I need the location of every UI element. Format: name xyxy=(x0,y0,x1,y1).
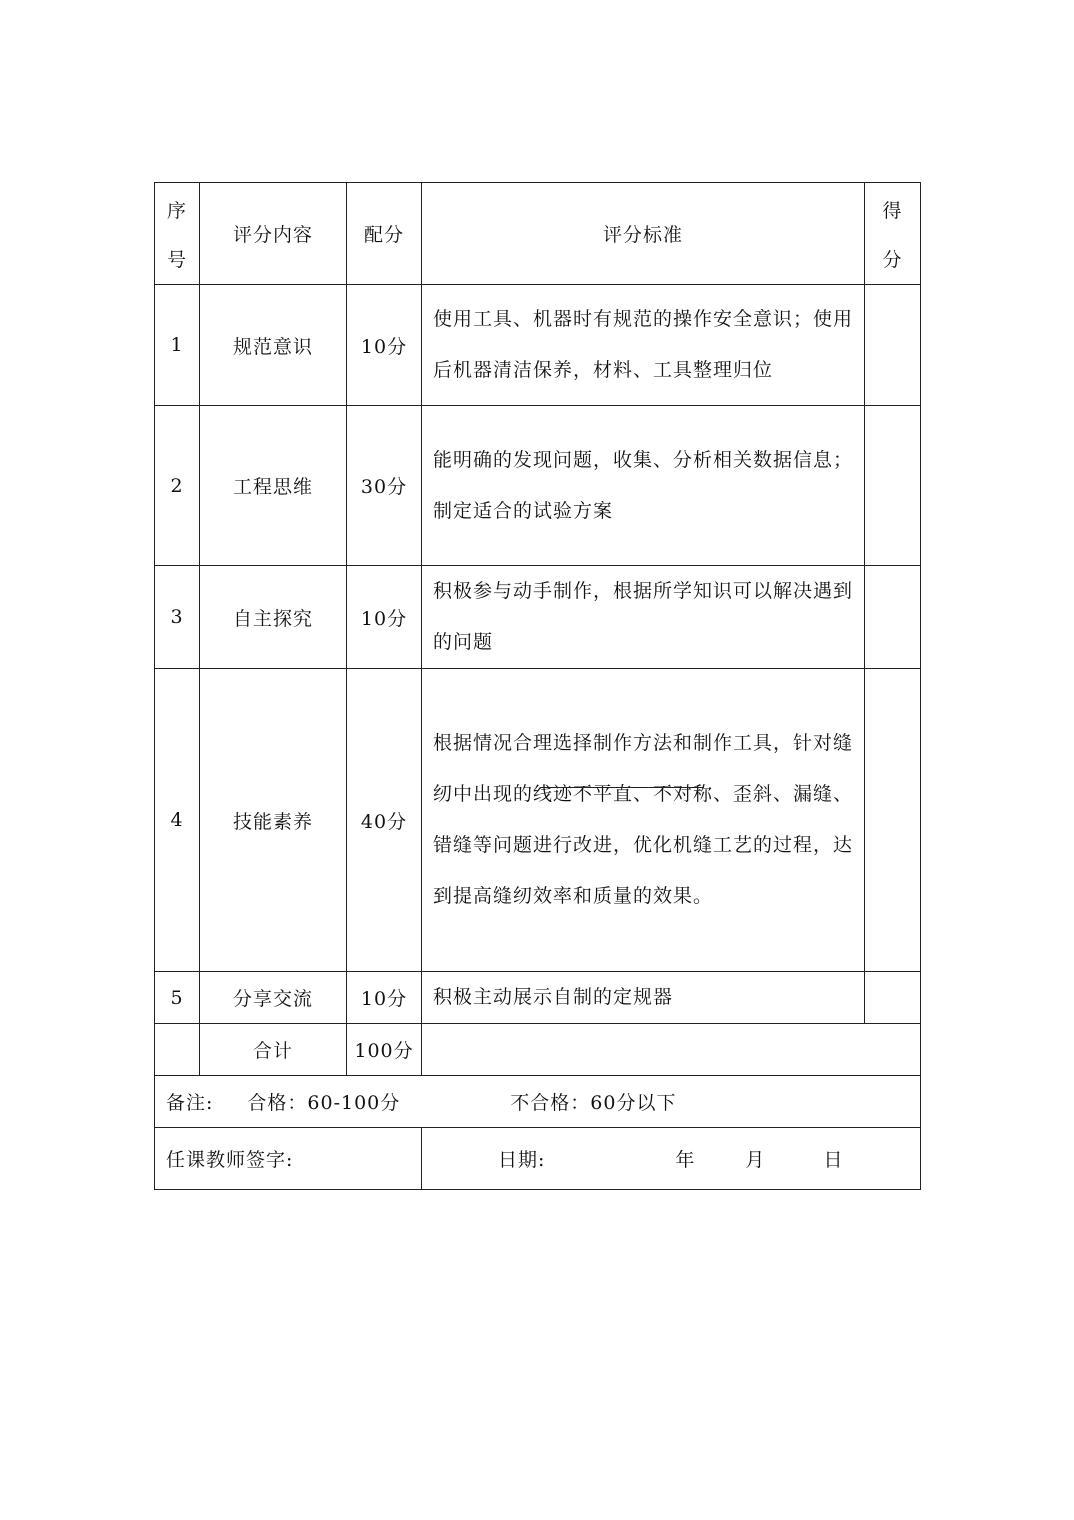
row-score-cell[interactable] xyxy=(865,285,921,406)
table-row xyxy=(155,972,921,1024)
header-criteria: 评分标准 xyxy=(422,183,865,285)
grading-sheet xyxy=(154,182,920,1190)
row-criteria: 积极主动展示自制的定规器 xyxy=(422,972,865,1024)
table-row xyxy=(155,669,921,972)
total-label: 合计 xyxy=(200,1024,347,1076)
row-content: 规范意识 xyxy=(200,285,347,406)
row-seq: 1 xyxy=(155,285,200,406)
signature-cell[interactable] xyxy=(155,1128,422,1190)
row-points: 30分 xyxy=(347,406,422,566)
date-year: 年 xyxy=(675,1149,696,1171)
header-score xyxy=(865,183,921,285)
row-criteria: 根据情况合理选择制作方法和制作工具，针对缝纫中出现的线迹不平直、不对称、歪斜、漏缝、错缝等问题进行改进，优化机缝工艺的过程，达到提高缝纫效率和质量的效果。 xyxy=(422,669,865,972)
grading-table xyxy=(154,182,921,1190)
table-row xyxy=(155,285,921,406)
total-score-cell[interactable] xyxy=(422,1024,921,1076)
signature-row xyxy=(155,1128,921,1190)
header-seq-top: 序 xyxy=(166,199,187,222)
row-seq: 5 xyxy=(155,972,200,1024)
header-seq xyxy=(155,183,200,285)
signature-label: 任课教师签字: xyxy=(166,1149,294,1171)
date-day: 日 xyxy=(823,1149,844,1171)
table-row xyxy=(155,566,921,669)
row-seq: 4 xyxy=(155,669,200,972)
note-row xyxy=(155,1076,921,1128)
note-fail: 不合格：60分以下 xyxy=(510,1092,677,1114)
row-content: 分享交流 xyxy=(200,972,347,1024)
header-points: 配分 xyxy=(347,183,422,285)
header-score-bottom: 分 xyxy=(882,248,903,271)
header-content: 评分内容 xyxy=(200,183,347,285)
row-content: 自主探究 xyxy=(200,566,347,669)
total-row xyxy=(155,1024,921,1076)
date-label: 日期: xyxy=(498,1149,546,1171)
header-row xyxy=(155,183,921,285)
note-cell xyxy=(155,1076,921,1128)
row-criteria: 能明确的发现问题，收集、分析相关数据信息；制定适合的试验方案 xyxy=(422,406,865,566)
header-score-top: 得 xyxy=(882,199,903,222)
row-seq: 2 xyxy=(155,406,200,566)
note-pass: 合格：60-100分 xyxy=(247,1092,401,1114)
row-seq: 3 xyxy=(155,566,200,669)
date-cell[interactable] xyxy=(422,1128,921,1190)
row-score-cell[interactable] xyxy=(865,972,921,1024)
note-label: 备注: xyxy=(166,1092,214,1114)
row-points: 10分 xyxy=(347,972,422,1024)
table-row xyxy=(155,406,921,566)
row-score-cell[interactable] xyxy=(865,406,921,566)
row-score-cell[interactable] xyxy=(865,669,921,972)
row-content: 工程思维 xyxy=(200,406,347,566)
row-content: 技能素养 xyxy=(200,669,347,972)
row-criteria: 积极参与动手制作，根据所学知识可以解决遇到的问题 xyxy=(422,566,865,669)
row-score-cell[interactable] xyxy=(865,566,921,669)
row-criteria: 使用工具、机器时有规范的操作安全意识；使用后机器清洁保养，材料、工具整理归位 xyxy=(422,285,865,406)
row-points: 10分 xyxy=(347,285,422,406)
header-seq-bottom: 号 xyxy=(166,248,187,271)
total-points: 100分 xyxy=(347,1024,422,1076)
date-month: 月 xyxy=(745,1149,766,1171)
row-points: 10分 xyxy=(347,566,422,669)
criteria-underline-divider xyxy=(540,787,704,788)
total-seq-empty xyxy=(155,1024,200,1076)
row-points: 40分 xyxy=(347,669,422,972)
